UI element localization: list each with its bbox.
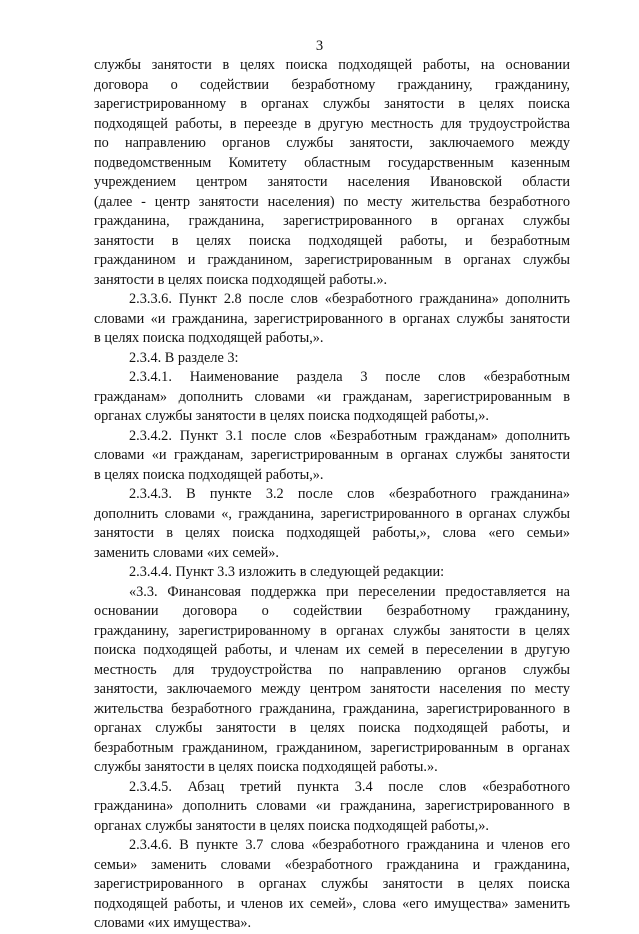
text-line: 2.3.4.6. В пункте 3.7 слова «безработного гражданина и членов его (129, 837, 570, 853)
text-line: органах службы занятости в целях поиска подходящей работы,». (94, 817, 489, 834)
document-body (94, 56, 570, 934)
text-line: основании договора о содействии безработному гражданину, (94, 603, 570, 619)
text-line: 2.3.4.1. Наименование раздела 3 после слов «безработным (129, 369, 570, 385)
text-line: гражданину, зарегистрированному в органах службы занятости в целях (94, 622, 570, 639)
text-line: 2.3.4.2. Пункт 3.1 после слов «Безработным гражданам» дополнить (129, 427, 570, 444)
text-line: службы занятости в целях поиска подходящей работы, на основании (94, 57, 570, 73)
paragraph (94, 427, 570, 486)
page-number: 3 (315, 38, 324, 54)
text-line: подходящей работы, в переезде в другую местность для трудоустройства (94, 115, 570, 132)
text-line: местность для трудоустройства по направлению органов службы (94, 661, 570, 678)
text-line: занятости, заключаемого между центром занятости населения по месту (94, 681, 570, 697)
text-line: заменить словами «их семей». (94, 544, 279, 561)
text-line: жительства безработного гражданина, гражданина, зарегистрированного в (94, 700, 570, 717)
paragraph (94, 485, 570, 563)
text-line: (далее - центр занятости населения) по месту жительства безработного (94, 193, 570, 210)
paragraph (94, 368, 570, 427)
text-line: занятости в целях поиска подходящей работы, и безработным (94, 232, 570, 249)
paragraph (94, 778, 570, 837)
paragraph (94, 583, 570, 778)
text-line: органах службы занятости в целях поиска подходящей работы, и (94, 720, 570, 736)
text-line: гражданам» дополнить словами «и гражданам, зарегистрированным в (94, 388, 570, 405)
text-line: зарегистрированному в органах службы занятости в целях поиска (94, 96, 570, 112)
text-line: словами «и гражданина, зарегистрированного в органах службы занятости (94, 310, 570, 327)
text-line: в целях поиска подходящей работы,». (94, 466, 324, 483)
paragraph (94, 563, 570, 583)
text-line: занятости в целях поиска подходящей работы.». (94, 271, 388, 288)
text-line: занятости в целях поиска подходящей работы,», слова «его семьи» (94, 525, 570, 541)
text-line: службы занятости в целях поиска подходящей работы.». (94, 759, 438, 775)
text-line: 2.3.4.5. Абзац третий пункта 3.4 после слов «безработного (129, 778, 570, 795)
text-line: 2.3.4. В разделе 3: (129, 349, 239, 366)
paragraph (94, 836, 570, 934)
text-line: 2.3.4.4. Пункт 3.3 изложить в следующей редакции: (129, 564, 445, 580)
text-line: 2.3.4.3. В пункте 3.2 после слов «безработного гражданина» (129, 486, 570, 502)
text-line: словами «и гражданам, зарегистрированным в органах службы занятости (94, 447, 570, 463)
text-line: органах службы занятости в целях поиска подходящей работы,». (94, 408, 489, 424)
text-line: гражданином и гражданином, зарегистрированным в органах службы (94, 252, 570, 268)
text-line: 2.3.3.6. Пункт 2.8 после слов «безработного гражданина» дополнить (129, 291, 570, 307)
text-line: учреждением центром занятости населения Ивановской области (94, 174, 570, 190)
paragraph (94, 56, 570, 290)
text-line: гражданина» дополнить словами «и гражданина, зарегистрированного в (94, 798, 570, 814)
text-line: договора о содействии безработному гражданину, гражданину, (94, 76, 570, 93)
text-line: по направлению органов службы занятости, заключаемого между (94, 135, 570, 151)
paragraph (94, 290, 570, 349)
text-line: словами «их имущества». (94, 915, 252, 931)
paragraph (94, 349, 570, 369)
text-line: «3.3. Финансовая поддержка при переселении предоставляется на (129, 583, 570, 600)
text-line: поиска подходящей работы, и членам их семей в переселении в другую (94, 642, 570, 658)
text-line: зарегистрированного в органах службы занятости в целях поиска (94, 876, 570, 892)
text-line: дополнить словами «, гражданина, зарегистрированного в органах службы (94, 505, 570, 522)
text-line: в целях поиска подходящей работы,». (94, 330, 324, 346)
text-line: подведомственным Комитету областным государственным казенным (94, 154, 570, 171)
text-line: семьи» заменить словами «безработного гражданина и гражданина, (94, 856, 570, 873)
text-line: безработным гражданином, гражданином, зарегистрированным в органах (94, 739, 570, 756)
text-line: подходящей работы, и членов их семей», слова «его имущества» заменить (94, 895, 570, 912)
text-line: гражданина, гражданина, зарегистрированного в органах службы (94, 213, 570, 229)
